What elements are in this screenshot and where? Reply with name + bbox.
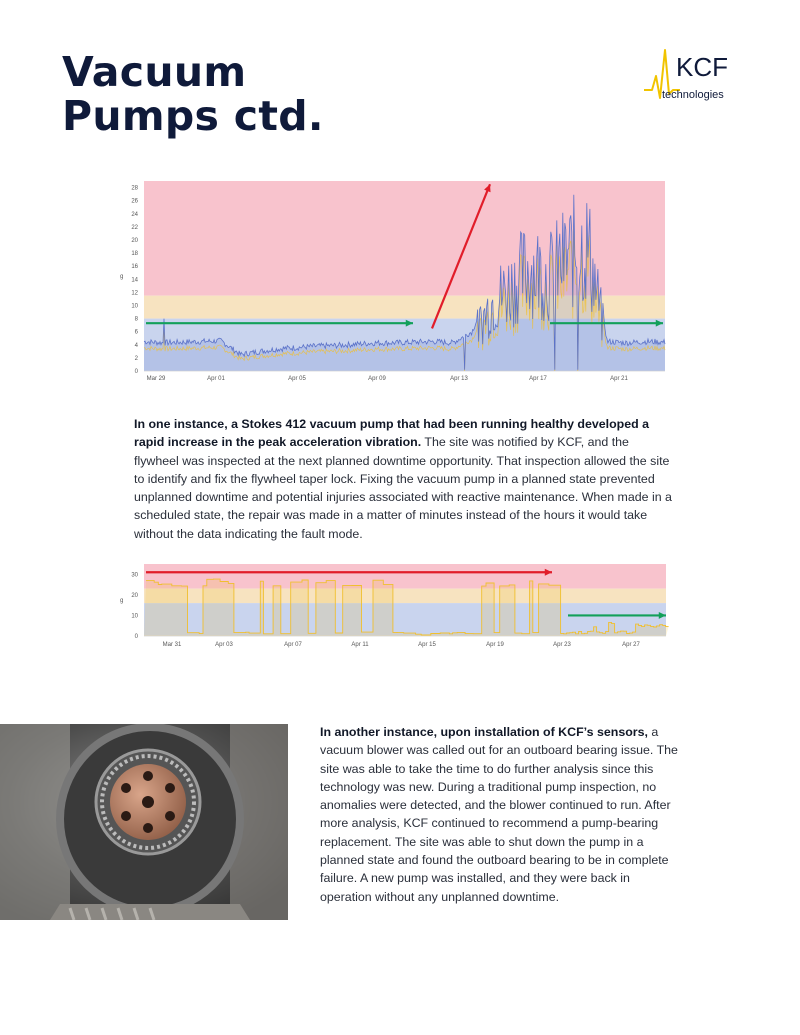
page-title: [62, 50, 324, 138]
x-tick-label: Apr 21: [610, 376, 628, 382]
y-tick-label: 6: [134, 329, 138, 336]
y-tick-label: 10: [131, 613, 138, 620]
y-tick-label: 30: [131, 572, 138, 579]
y-tick-label: 28: [131, 185, 138, 192]
y-tick-label: 0: [134, 369, 138, 375]
y-axis-label: g: [120, 598, 124, 604]
title-line-2: Pumps ctd.: [62, 92, 324, 140]
y-tick-label: 10: [131, 303, 138, 310]
x-tick-label: Mar 29: [146, 376, 166, 382]
x-tick-label: Apr 05: [288, 376, 306, 382]
y-tick-label: 12: [131, 290, 138, 297]
y-tick-label: 26: [131, 198, 138, 205]
logo-wordmark: KCF: [676, 52, 728, 82]
title-line-1: Vacuum: [62, 48, 247, 96]
y-tick-label: 24: [131, 211, 138, 218]
x-tick-label: Apr 19: [486, 642, 504, 648]
y-tick-label: 20: [131, 237, 138, 244]
x-tick-label: Apr 15: [418, 642, 436, 648]
x-tick-label: Apr 11: [351, 642, 369, 648]
x-tick-label: Apr 17: [529, 376, 547, 382]
x-tick-label: Apr 27: [622, 642, 640, 648]
paragraph-vacuum-blower: [320, 723, 680, 906]
y-tick-label: 4: [134, 342, 138, 349]
y-tick-label: 0: [134, 634, 138, 640]
y-axis-label: g: [120, 274, 124, 280]
bearing-photo: [0, 724, 288, 920]
paragraph-2-text: a vacuum blower was called out for an outboard bearing issue. The site was able to take the time to do further analysis since this technology was new. During a traditional pump inspection, no anomalies were detected, and the blower continued to run. After more analysis, KCF continued to recommend a pump-bearing replacement. The site was able to shut down the pump in a planned state and found the outboard bearing to be in complete failure. A new pump was installed, and they were back in operation without any unplanned downtime.: [320, 725, 678, 904]
x-tick-label: Apr 01: [207, 376, 225, 382]
x-tick-label: Apr 23: [553, 642, 571, 648]
x-tick-label: Apr 09: [368, 376, 386, 382]
y-tick-label: 2: [134, 355, 138, 362]
paragraph-stokes-pump: [134, 415, 674, 543]
y-tick-label: 20: [131, 592, 138, 599]
x-tick-label: Mar 31: [162, 642, 182, 648]
y-tick-label: 18: [131, 251, 138, 258]
kcf-logo: [640, 46, 756, 108]
vibration-chart-1: [110, 178, 670, 384]
paragraph-2-bold: In another instance, upon installation of KCF’s sensors,: [320, 725, 648, 739]
y-tick-label: 8: [134, 316, 138, 323]
vibration-chart-2: [110, 562, 670, 652]
x-tick-label: Apr 13: [450, 376, 468, 382]
logo-tagline: technologies: [662, 89, 724, 101]
y-tick-label: 14: [131, 277, 138, 284]
y-tick-label: 16: [131, 264, 138, 271]
paragraph-1-bold: In one instance, a Stokes 412 vacuum pump that had been running healthy developed a rapid increase in the peak acceleration vibration.: [134, 417, 650, 450]
x-tick-label: Apr 07: [284, 642, 302, 648]
y-tick-label: 22: [131, 224, 138, 231]
x-tick-label: Apr 03: [215, 642, 233, 648]
paragraph-1-text: The site was notified by KCF, and the flywheel was inspected at the next planned downtime opportunity. That inspection allowed the site to identify and fix the flywheel taper lock. Fixing the vacuum pump in a planned state prevented unplanned downtime and potential injuries associated with reactive maintenance. When made in a scheduled state, the repair was made in a matter of minutes instead of the hours it would take without the data indicating the fault mode.: [134, 435, 672, 541]
